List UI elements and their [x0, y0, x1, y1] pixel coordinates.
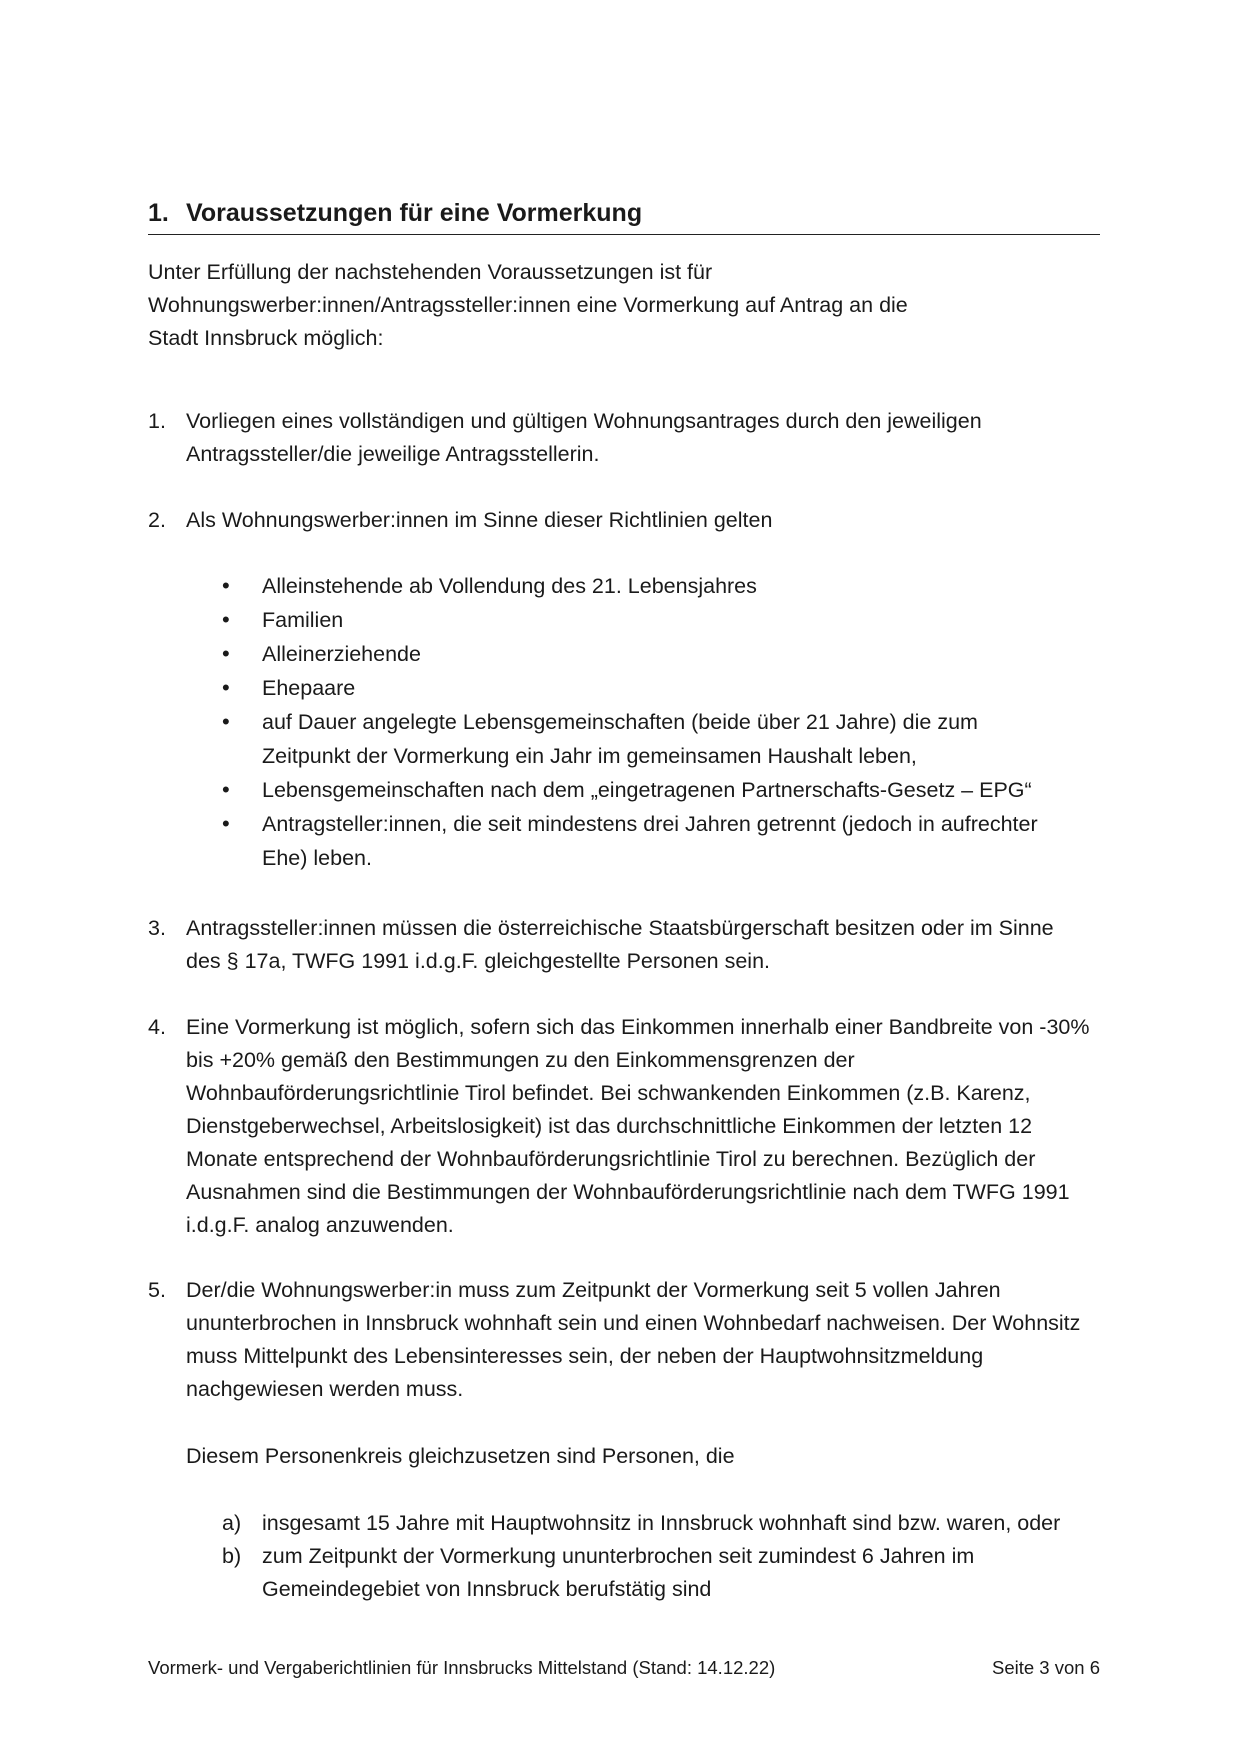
- item-number: 2.: [148, 508, 166, 532]
- bullet-icon: •: [222, 777, 230, 802]
- item-number: 3.: [148, 916, 166, 940]
- numbered-item-1: [148, 405, 1100, 471]
- section-title: Voraussetzungen für eine Vormerkung: [186, 199, 643, 227]
- item-text: Der/die Wohnungswerber:in muss zum Zeitpunkt der Vormerkung seit 5 vollen Jahren ununterbrochen in Innsbruck wohnhaft sein und einen Wohnbedarf nachweisen. Der Wohnsitz muss Mittelpunkt des Lebensinteresses sein, der neben der Hauptwohnsitzmeldung nachgewiesen werden muss.: [186, 1278, 1081, 1401]
- numbered-item-5: [148, 1274, 1100, 1406]
- section-heading: [148, 199, 1100, 235]
- list-label: a): [222, 1511, 242, 1535]
- list-text: insgesamt 15 Jahre mit Hauptwohnsitz in Innsbruck wohnhaft sind bzw. waren, oder: [262, 1511, 1061, 1535]
- footer-page-number: Seite 3 von 6: [992, 1657, 1100, 1678]
- list-item: • Alleinstehende ab Vollendung des 21. Lebensjahres: [222, 569, 1102, 603]
- bullet-icon: •: [222, 641, 230, 666]
- numbered-item-3: [148, 912, 1100, 978]
- bullet-icon: •: [222, 709, 230, 734]
- list-item: • Ehepaare: [222, 671, 1102, 705]
- item-text: Als Wohnungswerber:innen im Sinne dieser Richtlinien gelten: [186, 508, 773, 532]
- list-label: b): [222, 1544, 242, 1568]
- list-item: [222, 1540, 1102, 1606]
- section-number: 1.: [148, 199, 169, 227]
- list-item: [222, 1507, 1102, 1540]
- bullet-icon: •: [222, 573, 230, 598]
- footer-document-title: Vormerk- und Vergaberichtlinien für Innsbrucks Mittelstand (Stand: 14.12.22): [148, 1657, 776, 1678]
- item-text: Eine Vormerkung ist möglich, sofern sich das Einkommen innerhalb einer Bandbreite von -30% bis +20% gemäß den Bestimmungen zu den Einkommensgrenzen der Wohnbauförderungsrichtlinie Tirol befindet. Bei schwankenden Einkommen (z.B. Karenz, Dienstgeberwechsel, Arbeitslosigkeit) ist das durchschnittliche Einkommen der letzten 12 Monate entsprechend der Wohnbauförderungsrichtlinie Tirol zu berechnen. Bezüglich der Ausnahmen sind die Bestimmungen der Wohnbauförderungsrichtlinie nach dem TWFG 1991 i.d.g.F. analog anzuwenden.: [186, 1015, 1090, 1237]
- list-item: • Lebensgemeinschaften nach dem „eingetragenen Partnerschafts-Gesetz – EPG“: [222, 773, 1102, 807]
- item-number: 1.: [148, 409, 166, 433]
- item-number: 5.: [148, 1278, 166, 1302]
- item5-subparagraph: Diesem Personenkreis gleichzusetzen sind Personen, die: [186, 1444, 735, 1468]
- alternative-conditions-list: [222, 1507, 1102, 1606]
- bullet-icon: •: [222, 607, 230, 632]
- page-footer: [148, 1657, 1100, 1679]
- list-item: • Alleinerziehende: [222, 637, 1102, 671]
- list-item: • Antragsteller:innen, die seit mindestens drei Jahren getrennt (jedoch in aufrechter Ehe) leben.: [222, 807, 1102, 875]
- item-text: Antragssteller:innen müssen die österreichische Staatsbürgerschaft besitzen oder im Sinne des § 17a, TWFG 1991 i.d.g.F. gleichgestellte Personen sein.: [186, 916, 1054, 973]
- item-text: Vorliegen eines vollständigen und gültigen Wohnungsantrages durch den jeweiligen Antragssteller/die jeweilige Antragsstellerin.: [186, 409, 982, 466]
- numbered-item-2: [148, 504, 1100, 537]
- bullet-icon: •: [222, 811, 230, 836]
- numbered-item-4: [148, 1011, 1100, 1242]
- list-item: • auf Dauer angelegte Lebensgemeinschaften (beide über 21 Jahre) die zum Zeitpunkt der Vormerkung ein Jahr im gemeinsamen Haushalt leben,: [222, 705, 1102, 773]
- bullet-icon: •: [222, 675, 230, 700]
- intro-paragraph: Unter Erfüllung der nachstehenden Voraussetzungen ist für Wohnungswerber:innen/Antragssteller:innen eine Vormerkung auf Antrag an die Stadt Innsbruck möglich:: [148, 260, 908, 350]
- list-text: zum Zeitpunkt der Vormerkung ununterbrochen seit zumindest 6 Jahren im Gemeindegebiet von Innsbruck berufstätig sind: [262, 1544, 975, 1601]
- list-item: • Familien: [222, 603, 1102, 637]
- applicant-types-list: [222, 569, 1102, 875]
- item-number: 4.: [148, 1015, 166, 1039]
